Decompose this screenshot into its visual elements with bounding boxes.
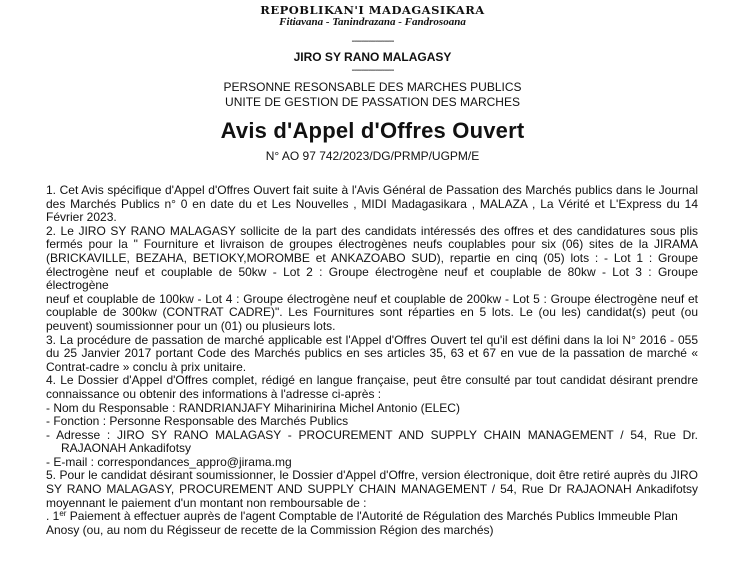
paragraph-line: du 25 Janvier 2017 portant Code des Marchés publics en ses articles 35, 63 et 67 en vue de la passation de marché « xyxy=(46,346,698,361)
contact-responsible: - Nom du Responsable : RANDRIANJAFY Miharinirina Michel Antonio (ELEC) xyxy=(46,400,460,415)
contact-address-continued: RAJAONAH Ankadifotsy xyxy=(61,441,192,456)
notice-reference: N° AO 97 742/2023/DG/PRMP/UGPM/E xyxy=(265,149,480,163)
paragraph-4 xyxy=(46,374,698,469)
paragraph-line: des Marchés Publics n° 0 en date du et Les Nouvelles , MIDI Madagasikara , MALAZA , La Vérité et L'Express du 14 xyxy=(46,196,698,211)
authority-line-2: UNITE DE GESTION DE PASSATION DES MARCHES xyxy=(225,95,520,109)
payment-line-continued: Anosy (ou, au nom du Régisseur de recette de la Commission Région des marchés) xyxy=(46,522,494,537)
paragraph-line: Février 2023. xyxy=(46,210,117,225)
payment-line xyxy=(46,510,698,524)
payment-prefix: . 1 xyxy=(46,509,60,524)
paragraph-line: 4. Le Dossier d'Appel d'Offres complet, rédigé en langue française, peut être consulté par tout candidat désirant prendre xyxy=(46,373,698,388)
notice-title: Avis d'Appel d'Offres Ouvert xyxy=(220,118,525,143)
paragraph-5 xyxy=(46,469,698,537)
paragraph-line: moyennant le paiement d'un montant non remboursable de : xyxy=(46,495,367,510)
paragraph-line: peuvent) soumissionner pour un (01) ou plusieurs lots. xyxy=(46,318,336,333)
contact-address: - Adresse : JIRO SY RANO MALAGASY - PROCUREMENT AND SUPPLY CHAIN MANAGEMENT / 54, Rue Dr. xyxy=(46,427,698,442)
national-motto: Fitiavana - Tanindrazana - Fandrosoana xyxy=(279,16,466,28)
notice-body xyxy=(46,184,698,537)
paragraph-line: électrogène neuf et couplable de 50kw - Lot 2 : Groupe électrogène neuf et couplable de 80kw - Lot 3 : Groupe électrogène xyxy=(46,264,698,293)
organization-name: JIRO SY RANO MALAGASY xyxy=(293,50,452,64)
payment-text: Paiement à effectuer auprès de l'agent Comptable de l'Autorité de Régulation des Marchés Publics Immeuble Plan xyxy=(66,509,678,524)
authority-line-1: PERSONNE RESONSABLE DES MARCHES PUBLICS xyxy=(223,80,522,94)
separator-line: ------------------ xyxy=(351,65,394,76)
paragraph-line: SY RANO MALAGASY, PROCUREMENT AND SUPPLY CHAIN MANAGEMENT / 54, Rue Dr RAJAONAH Ankadifotsy xyxy=(46,482,698,497)
paragraph-1 xyxy=(46,184,698,225)
paragraph-line: 5. Pour le candidat désirant soumissionner, le Dossier d'Appel d'Offre, version électronique, doit être retiré auprès du JIRO xyxy=(46,468,698,483)
paragraph-line: connaissance ou obtenir des informations à l'adresse ci-après : xyxy=(46,386,382,401)
paragraph-line: couplable de 300kw (CONTRAT CADRE)". Les Fournitures sont réparties en 5 lots. Le (ou les) candidat(s) peut (ou xyxy=(46,305,698,320)
paragraph-line: neuf et couplable de 100kw - Lot 4 : Groupe électrogène neuf et couplable de 200kw - Lot 5 : Groupe électrogène neuf et xyxy=(46,291,698,306)
paragraph-line: 3. La procédure de passation de marché applicable est l'Appel d'Offres Ouvert tel qu'il est défini dans la loi N° 2016 - 055 xyxy=(46,332,698,347)
contact-email: - E-mail : correspondances_appro@jirama.mg xyxy=(46,454,292,469)
paragraph-line: fermés pour la " Fourniture et livraison de groupes électrogènes neufs couplables pour six (06) sites de la JIRAMA xyxy=(46,237,698,252)
separator-line: ------------------ xyxy=(351,36,394,47)
contact-function: - Fonction : Personne Responsable des Marchés Publics xyxy=(46,414,349,429)
paragraph-line: 1. Cet Avis spécifique d'Appel d'Offres Ouvert fait suite à l'Avis Général de Passation des Marchés publics dans le Journal xyxy=(46,183,698,197)
paragraph-3 xyxy=(46,334,698,375)
payment-superscript: er xyxy=(59,509,67,519)
paragraph-2 xyxy=(46,225,698,334)
paragraph-line: (BRICKAVILLE, BEZAHA, BETIOKY,MOROMBE et ANKAZOABO SUD), repartie en cinq (05) lots : - Lot 1 : Groupe xyxy=(46,250,698,265)
paragraph-line: Contrat-cadre » conclu à prix unitaire. xyxy=(46,359,247,374)
paragraph-line: 2. Le JIRO SY RANO MALAGASY sollicite de la part des candidats intéressés des offres et des candidatures sous plis xyxy=(46,223,698,238)
republic-heading: REPOBLIKAN'I MADAGASIKARA xyxy=(260,3,485,17)
